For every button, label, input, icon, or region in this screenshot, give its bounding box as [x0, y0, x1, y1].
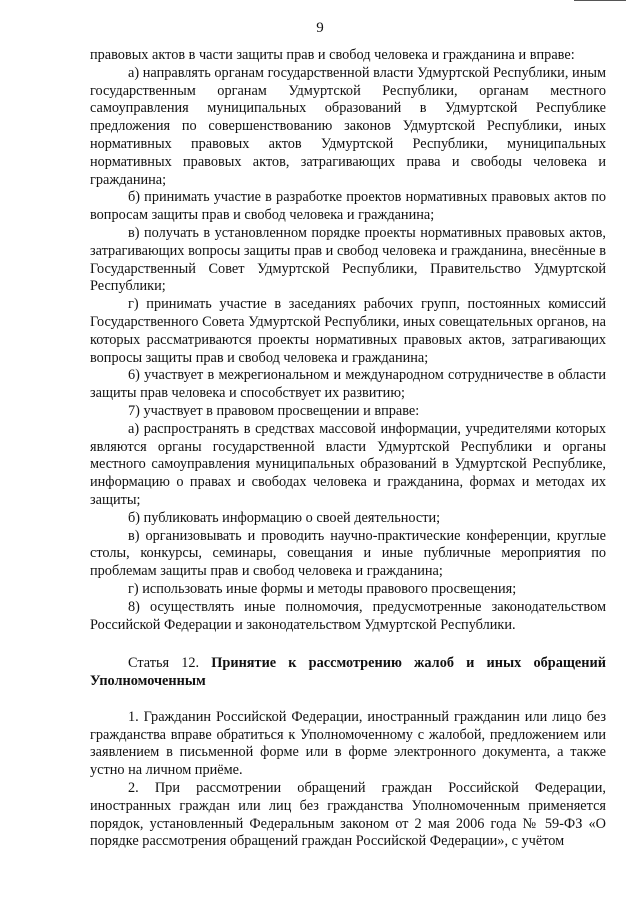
- paragraph: б) принимать участие в разработке проектов нормативных правовых актов по вопросам защиты прав и свобод человека и гражданина;: [90, 189, 606, 224]
- page-number: 9: [316, 20, 324, 36]
- corner-line: [574, 0, 626, 1]
- paragraph: в) организовывать и проводить научно-практические конференции, круглые столы, конкурсы, семинары, совещания и иные публичные мероприятия по проблемам защиты прав и свобод человека и гражданина;: [90, 527, 606, 580]
- paragraph: а) направлять органам государственной власти Удмуртской Республики, иным государственным органам Удмуртской Республики, органам местного самоуправления муниципальных образований в Удмуртской Республике предложения по совершенствованию законов Удмуртской Республики, иных нормативных правовых актов Удмуртской Республики, муниципальных нормативных правовых актов, затрагивающих права и свободы человека и гражданина;: [90, 64, 606, 188]
- paragraph: в) получать в установленном порядке проекты нормативных правовых актов, затрагивающих вопросы защиты прав и свобод человека и гражданина, внесённые в Государственный Совет Удмуртской Республики, Правительство Удмуртской Республики;: [90, 224, 606, 295]
- paragraph: 1. Гражданин Российской Федерации, иностранный гражданин или лицо без гражданства вправе обратиться к Уполномоченному с жалобой, предложением или заявлением в письменной форме или в форме электронного документа, а также устно на личном приёме.: [90, 708, 606, 779]
- article-heading: [90, 655, 606, 691]
- article-title: Принятие к рассмотрению жалоб и иных обращений Уполномоченным: [90, 655, 606, 690]
- paragraph: 6) участвует в межрегиональном и международном сотрудничестве в области защиты прав человека и способствует их развитию;: [90, 367, 606, 402]
- paragraph: г) использовать иные формы и методы правового просвещения;: [128, 580, 517, 597]
- paragraph: г) принимать участие в заседаниях рабочих групп, постоянных комиссий Государственного Совета Удмуртской Республики, иных совещательных органов, на которых рассматриваются проекты нормативных правовых актов, затрагивающих вопросы защиты прав и свобод человека и гражданина;: [90, 296, 606, 366]
- paragraph: а) распространять в средствах массовой информации, учредителями которых являются органы государственной власти Удмуртской Республики и органы местного самоуправления муниципальных образований в Удмуртской Республике, информацию о правах и свободах человека и гражданина, формах и методах их защиты;: [90, 420, 606, 508]
- paragraph: 2. При рассмотрении обращений граждан Российской Федерации, иностранных граждан или лиц без гражданства Уполномоченным применяется порядок, установленный Федеральным законом от 2 мая 2006 года № 59-ФЗ «О порядке рассмотрения обращений граждан Российской Федерации», с учётом: [90, 780, 606, 850]
- document-body: [90, 47, 606, 851]
- paragraph: 7) участвует в правовом просвещении и вправе:: [128, 402, 420, 419]
- paragraph: б) публиковать информацию о своей деятельности;: [128, 509, 441, 526]
- paragraph: правовых актов в части защиты прав и свобод человека и гражданина и вправе:: [90, 47, 575, 63]
- article-number: Статья 12.: [128, 655, 200, 672]
- paragraph: 8) осуществлять иные полномочия, предусмотренные законодательством Российской Федерации и законодательством Удмуртской Республики.: [90, 598, 606, 633]
